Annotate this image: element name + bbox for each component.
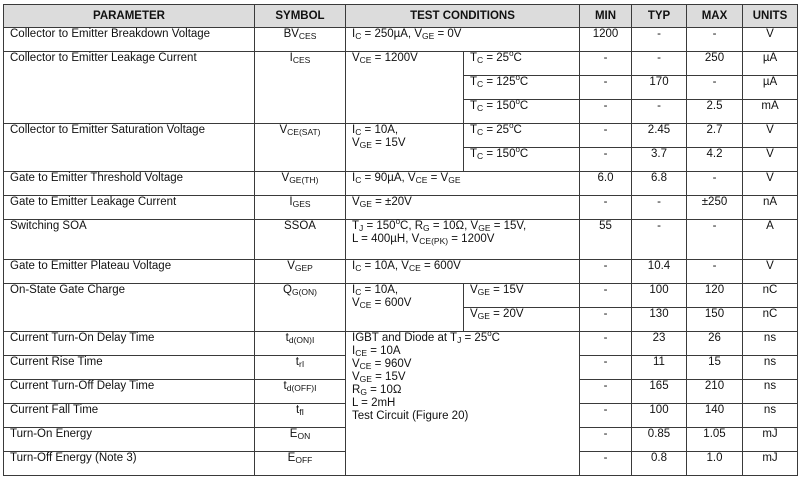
symbol-cell: $t_{rI}$ xyxy=(255,356,346,380)
min-cell: - xyxy=(580,452,632,476)
units-cell: V xyxy=(743,28,798,52)
symbol-cell: $I_{GES}$ xyxy=(255,196,346,220)
parameter-cell: Current Fall Time xyxy=(4,404,255,428)
units-cell: nA xyxy=(743,196,798,220)
typ-cell: 0.85 xyxy=(632,428,687,452)
typ-cell: 100 xyxy=(632,284,687,308)
table-row xyxy=(4,284,798,308)
min-cell: - xyxy=(580,356,632,380)
switching-test-conditions-cell: IGBT and Diode at $T_J = 25^oC$ $I_{CE} = 10A$ $V_{CE} = 960V$ $V_{GE} = 15V$ $R_G = 10\Omega$ L = 2mH Test Circuit (Figure 20) xyxy=(346,332,580,476)
parameter-cell: Current Turn-On Delay Time xyxy=(4,332,255,356)
typ-cell: 0.8 xyxy=(632,452,687,476)
min-cell: - xyxy=(580,124,632,148)
electrical-characteristics-table xyxy=(3,4,798,476)
header-symbol: SYMBOL xyxy=(255,5,346,28)
typ-cell: - xyxy=(632,28,687,52)
table-row xyxy=(4,172,798,196)
test-condition-cell: $V_{GE} = \pm 20V$ xyxy=(346,196,580,220)
min-cell: - xyxy=(580,148,632,172)
min-cell: - xyxy=(580,76,632,100)
parameter-cell: Current Rise Time xyxy=(4,356,255,380)
min-cell: - xyxy=(580,52,632,76)
symbol-cell: $t_{d(OFF)I}$ xyxy=(255,380,346,404)
min-cell: - xyxy=(580,100,632,124)
min-cell: 55 xyxy=(580,220,632,260)
units-cell: mJ xyxy=(743,428,798,452)
parameter-cell: Turn-Off Energy (Note 3) xyxy=(4,452,255,476)
test-condition-cell: $I_C = 90\mu A$, $V_{CE} = V_{GE}$ xyxy=(346,172,580,196)
symbol-cell: $Q_{G(ON)}$ xyxy=(255,284,346,332)
max-cell: - xyxy=(687,220,743,260)
max-cell: 250 xyxy=(687,52,743,76)
header-units: UNITS xyxy=(743,5,798,28)
table-row xyxy=(4,124,798,148)
units-cell: A xyxy=(743,220,798,260)
max-cell: - xyxy=(687,172,743,196)
typ-cell: - xyxy=(632,196,687,220)
symbol-cell: $V_{CE(SAT)}$ xyxy=(255,124,346,172)
parameter-cell: On-State Gate Charge xyxy=(4,284,255,332)
temperature-condition-cell: $T_C = 150^oC$ xyxy=(464,100,580,124)
header-test-conditions: TEST CONDITIONS xyxy=(346,5,580,28)
table-row xyxy=(4,332,798,356)
min-cell: - xyxy=(580,196,632,220)
typ-cell: - xyxy=(632,52,687,76)
units-cell: µA xyxy=(743,52,798,76)
typ-cell: 11 xyxy=(632,356,687,380)
test-condition-cell: $V_{CE} = 1200V$ xyxy=(346,52,464,124)
test-condition-cell: $I_C = 10A$, $V_{CE} = 600V$ xyxy=(346,284,464,332)
symbol-cell: $t_{fI}$ xyxy=(255,404,346,428)
header-row xyxy=(4,5,798,28)
units-cell: V xyxy=(743,172,798,196)
symbol-cell: $V_{GE(TH)}$ xyxy=(255,172,346,196)
typ-cell: 10.4 xyxy=(632,260,687,284)
max-cell: 210 xyxy=(687,380,743,404)
max-cell: 26 xyxy=(687,332,743,356)
test-condition-cell: $T_J = 150^oC$, $R_G = 10\Omega$, $V_{GE} = 15V$, L = 400µH, $V_{CE(PK)} = 1200V$ xyxy=(346,220,580,260)
symbol-cell: $BV_{CES}$ xyxy=(255,28,346,52)
temperature-condition-cell: $T_C = 125^oC$ xyxy=(464,76,580,100)
symbol-cell: $t_{d(ON)I}$ xyxy=(255,332,346,356)
min-cell: - xyxy=(580,380,632,404)
min-cell: - xyxy=(580,404,632,428)
units-cell: nC xyxy=(743,284,798,308)
table-row xyxy=(4,196,798,220)
min-cell: - xyxy=(580,332,632,356)
parameter-cell: Gate to Emitter Threshold Voltage xyxy=(4,172,255,196)
typ-cell: 100 xyxy=(632,404,687,428)
typ-cell: 130 xyxy=(632,308,687,332)
symbol-cell: $V_{GEP}$ xyxy=(255,260,346,284)
typ-cell: - xyxy=(632,100,687,124)
max-cell: 2.7 xyxy=(687,124,743,148)
parameter-cell: Collector to Emitter Saturation Voltage xyxy=(4,124,255,172)
units-cell: ns xyxy=(743,356,798,380)
max-cell: - xyxy=(687,76,743,100)
units-cell: mA xyxy=(743,100,798,124)
parameter-cell: Turn-On Energy xyxy=(4,428,255,452)
min-cell: - xyxy=(580,308,632,332)
typ-cell: - xyxy=(632,220,687,260)
units-cell: nC xyxy=(743,308,798,332)
gate-voltage-condition-cell: $V_{GE} = 20V$ xyxy=(464,308,580,332)
typ-cell: 3.7 xyxy=(632,148,687,172)
test-condition-cell: $I_C = 10A$, $V_{CE} = 600V$ xyxy=(346,260,580,284)
max-cell: 1.0 xyxy=(687,452,743,476)
header-max: MAX xyxy=(687,5,743,28)
test-condition-cell: $I_C = 250\mu A$, $V_{GE} = 0V$ xyxy=(346,28,580,52)
header-min: MIN xyxy=(580,5,632,28)
typ-cell: 6.8 xyxy=(632,172,687,196)
units-cell: ns xyxy=(743,404,798,428)
max-cell: 120 xyxy=(687,284,743,308)
max-cell: 1.05 xyxy=(687,428,743,452)
units-cell: V xyxy=(743,148,798,172)
min-cell: - xyxy=(580,428,632,452)
header-parameter: PARAMETER xyxy=(4,5,255,28)
table-row xyxy=(4,220,798,260)
table-row xyxy=(4,52,798,76)
symbol-cell: $E_{OFF}$ xyxy=(255,452,346,476)
units-cell: mJ xyxy=(743,452,798,476)
symbol-cell: SSOA xyxy=(255,220,346,260)
units-cell: V xyxy=(743,124,798,148)
max-cell: 2.5 xyxy=(687,100,743,124)
units-cell: µA xyxy=(743,76,798,100)
parameter-cell: Gate to Emitter Plateau Voltage xyxy=(4,260,255,284)
typ-cell: 2.45 xyxy=(632,124,687,148)
typ-cell: 23 xyxy=(632,332,687,356)
parameter-cell: Collector to Emitter Breakdown Voltage xyxy=(4,28,255,52)
temperature-condition-cell: $T_C = 150^oC$ xyxy=(464,148,580,172)
temperature-condition-cell: $T_C = 25^oC$ xyxy=(464,52,580,76)
table-row xyxy=(4,28,798,52)
min-cell: - xyxy=(580,284,632,308)
min-cell: 1200 xyxy=(580,28,632,52)
header-typ: TYP xyxy=(632,5,687,28)
units-cell: V xyxy=(743,260,798,284)
symbol-cell: $I_{CES}$ xyxy=(255,52,346,124)
max-cell: 150 xyxy=(687,308,743,332)
typ-cell: 170 xyxy=(632,76,687,100)
parameter-cell: Gate to Emitter Leakage Current xyxy=(4,196,255,220)
temperature-condition-cell: $T_C = 25^oC$ xyxy=(464,124,580,148)
test-condition-cell: $I_C = 10A$, $V_{GE} = 15V$ xyxy=(346,124,464,172)
max-cell: ±250 xyxy=(687,196,743,220)
max-cell: - xyxy=(687,260,743,284)
units-cell: ns xyxy=(743,380,798,404)
parameter-cell: Switching SOA xyxy=(4,220,255,260)
min-cell: - xyxy=(580,260,632,284)
gate-voltage-condition-cell: $V_{GE} = 15V$ xyxy=(464,284,580,308)
max-cell: - xyxy=(687,28,743,52)
symbol-cell: $E_{ON}$ xyxy=(255,428,346,452)
parameter-cell: Collector to Emitter Leakage Current xyxy=(4,52,255,124)
parameter-cell: Current Turn-Off Delay Time xyxy=(4,380,255,404)
table-row xyxy=(4,260,798,284)
max-cell: 4.2 xyxy=(687,148,743,172)
min-cell: 6.0 xyxy=(580,172,632,196)
test-circuit-reference: Test Circuit (Figure 20) xyxy=(352,410,469,422)
max-cell: 15 xyxy=(687,356,743,380)
units-cell: ns xyxy=(743,332,798,356)
max-cell: 140 xyxy=(687,404,743,428)
typ-cell: 165 xyxy=(632,380,687,404)
